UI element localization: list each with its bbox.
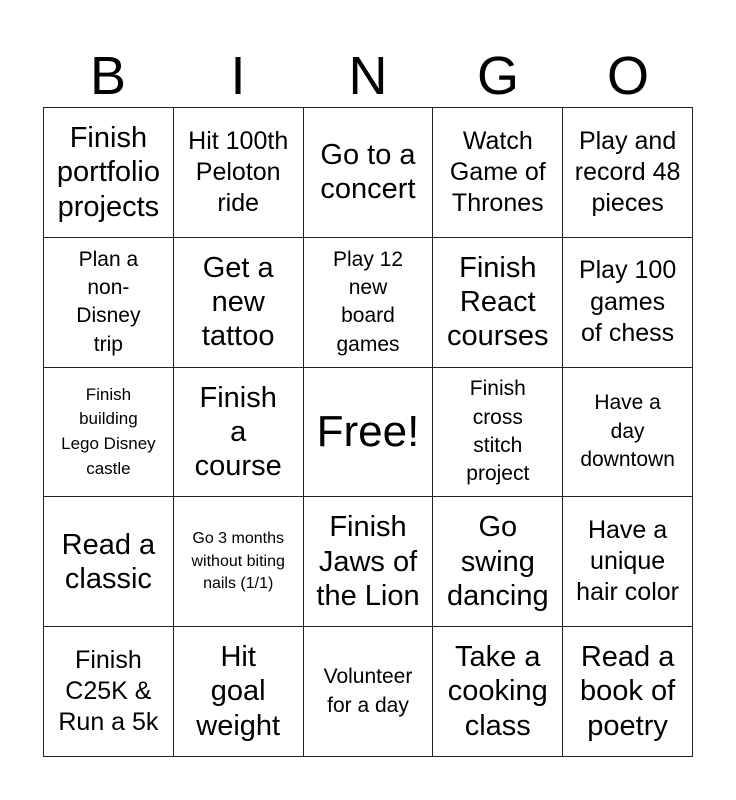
bingo-cell[interactable]: Go swing dancing [433,497,563,627]
header-letter-i: I [230,46,246,106]
bingo-cell[interactable]: Play 100 games of chess [563,238,693,368]
bingo-cell[interactable]: Finish cross stitch project [433,368,563,498]
bingo-cell[interactable]: Have a day downtown [563,368,693,498]
bingo-cell[interactable]: Read a book of poetry [563,627,693,757]
bingo-cell[interactable]: Finish Jaws of the Lion [304,497,434,627]
bingo-cell[interactable]: Volunteer for a day [304,627,434,757]
free-space-cell[interactable]: Free! [304,368,434,498]
bingo-cell[interactable]: Read a classic [44,497,174,627]
bingo-grid [43,107,693,757]
bingo-header [43,44,693,108]
bingo-cell[interactable]: Plan a non- Disney trip [44,238,174,368]
bingo-cell[interactable]: Get a new tattoo [174,238,304,368]
bingo-cell[interactable]: Finish React courses [433,238,563,368]
bingo-cell[interactable]: Hit 100th Peloton ride [174,108,304,238]
bingo-cell[interactable]: Finish a course [174,368,304,498]
bingo-cell[interactable]: Have a unique hair color [563,497,693,627]
header-letter-n: N [348,46,388,106]
bingo-cell[interactable]: Play and record 48 pieces [563,108,693,238]
bingo-cell[interactable]: Hit goal weight [174,627,304,757]
bingo-cell[interactable]: Finish portfolio projects [44,108,174,238]
bingo-cell[interactable]: Finish building Lego Disney castle [44,368,174,498]
bingo-cell[interactable]: Finish C25K & Run a 5k [44,627,174,757]
bingo-cell[interactable]: Go 3 months without biting nails (1/1) [174,497,304,627]
bingo-cell[interactable]: Take a cooking class [433,627,563,757]
bingo-cell[interactable]: Go to a concert [304,108,434,238]
header-letter-g: G [476,46,519,106]
header-letter-b: B [89,46,127,106]
bingo-cell[interactable]: Play 12 new board games [304,238,434,368]
bingo-cell[interactable]: Watch Game of Thrones [433,108,563,238]
header-letter-o: O [606,46,649,106]
